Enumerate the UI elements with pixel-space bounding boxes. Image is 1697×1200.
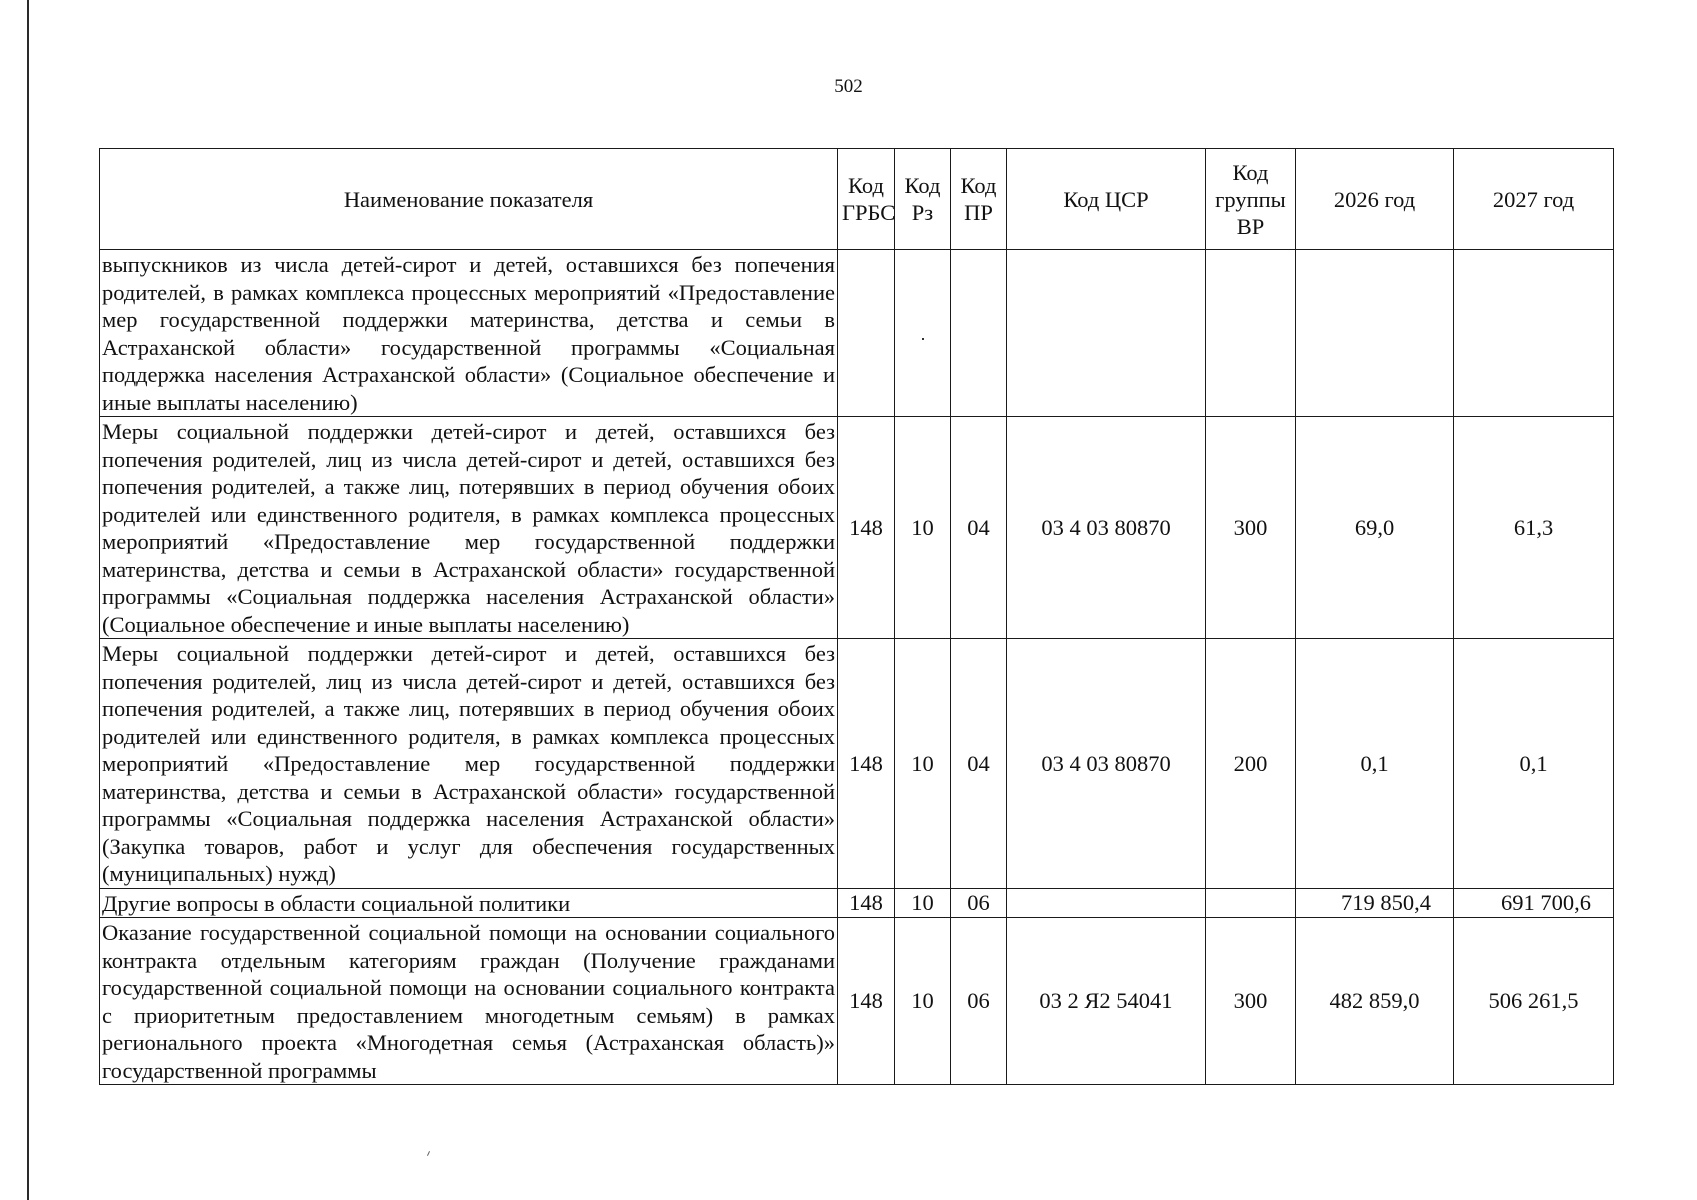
table-row (100, 250, 1614, 417)
cell-name: Меры социальной поддержки детей-сирот и детей, оставшихся без попечения родителей, лиц из числа детей-сирот и детей, оставшихся без попечения родителей, а также лиц, потерявших в период обучения обоих родителей или единственного родителя, в рамках комплекса процессных мероприятий «Предоставление мер государственной поддержки материнства, детства и семьи в Астраханской области» государственной программы «Социальная поддержка населения Астраханской области» (Социальное обеспечение и иные выплаты населению) (100, 417, 838, 639)
table-row (100, 639, 1614, 889)
cell-grbs (838, 250, 895, 417)
header-csr: Код ЦСР (1007, 149, 1206, 250)
budget-table (99, 148, 1614, 1085)
cell-2026 (1296, 250, 1454, 417)
cell-name: Оказание государственной социальной помощи на основании социального контракта отдельным категориям граждан (Получение гражданами государственной социальной помощи на основании социального контракта с приоритетным предоставлением многодетным семьям) в рамках регионального проекта «Многодетная семья (Астраханская область)» государственной программы (100, 918, 838, 1085)
cell-2027: 506 261,5 (1454, 918, 1614, 1085)
cell-csr: 03 4 03 80870 (1007, 639, 1206, 889)
scan-speck (427, 1151, 430, 1156)
scan-edge-line (27, 0, 29, 1200)
cell-name: выпускников из числа детей-сирот и детей, оставшихся без попечения родителей, в рамках комплекса процессных мероприятий «Предоставление мер государственной поддержки материнства, детства и семьи в Астраханской области» государственной программы «Социальная поддержка населения Астраханской области» (Социальное обеспечение и иные выплаты населению) (100, 250, 838, 417)
cell-rz: 10 (895, 417, 951, 639)
table-header (100, 149, 1614, 250)
cell-rz (895, 250, 951, 417)
cell-rz: 10 (895, 918, 951, 1085)
cell-name: Другие вопросы в области социальной политики (100, 888, 838, 918)
table-row (100, 888, 1614, 918)
cell-grbs: 148 (838, 888, 895, 918)
cell-2026: 482 859,0 (1296, 918, 1454, 1085)
scan-speck (922, 338, 924, 340)
cell-vr: 300 (1206, 918, 1296, 1085)
cell-vr: 200 (1206, 639, 1296, 889)
cell-csr: 03 2 Я2 54041 (1007, 918, 1206, 1085)
cell-2026: 0,1 (1296, 639, 1454, 889)
table-row (100, 918, 1614, 1085)
page-number: 502 (834, 76, 863, 97)
cell-name: Меры социальной поддержки детей-сирот и детей, оставшихся без попечения родителей, лиц из числа детей-сирот и детей, оставшихся без попечения родителей, а также лиц, потерявших в период обучения обоих родителей или единственного родителя, в рамках комплекса процессных мероприятий «Предоставление мер государственной поддержки материнства, детства и семьи в Астраханской области» государственной программы «Социальная поддержка населения Астраханской области» (Закупка товаров, работ и услуг для обеспечения государственных (муниципальных) нужд) (100, 639, 838, 889)
table-body (100, 250, 1614, 1085)
cell-csr (1007, 888, 1206, 918)
cell-rz: 10 (895, 888, 951, 918)
cell-pr: 04 (951, 639, 1007, 889)
cell-csr: 03 4 03 80870 (1007, 417, 1206, 639)
cell-2027 (1454, 250, 1614, 417)
cell-pr: 06 (951, 918, 1007, 1085)
cell-pr: 06 (951, 888, 1007, 918)
cell-vr (1206, 888, 1296, 918)
cell-2026: 69,0 (1296, 417, 1454, 639)
cell-rz: 10 (895, 639, 951, 889)
cell-grbs: 148 (838, 639, 895, 889)
header-name: Наименование показателя (100, 149, 838, 250)
cell-grbs: 148 (838, 918, 895, 1085)
header-rz: Код Рз (895, 149, 951, 250)
cell-2027: 0,1 (1454, 639, 1614, 889)
cell-pr: 04 (951, 417, 1007, 639)
cell-csr (1007, 250, 1206, 417)
cell-2027: 691 700,6 (1454, 888, 1614, 918)
header-grbs: Код ГРБС (838, 149, 895, 250)
cell-2027: 61,3 (1454, 417, 1614, 639)
cell-pr (951, 250, 1007, 417)
header-2027: 2027 год (1454, 149, 1614, 250)
table-row (100, 417, 1614, 639)
cell-grbs: 148 (838, 417, 895, 639)
cell-vr: 300 (1206, 417, 1296, 639)
header-2026: 2026 год (1296, 149, 1454, 250)
header-pr: Код ПР (951, 149, 1007, 250)
cell-2026: 719 850,4 (1296, 888, 1454, 918)
header-vr: Код группы ВР (1206, 149, 1296, 250)
cell-vr (1206, 250, 1296, 417)
